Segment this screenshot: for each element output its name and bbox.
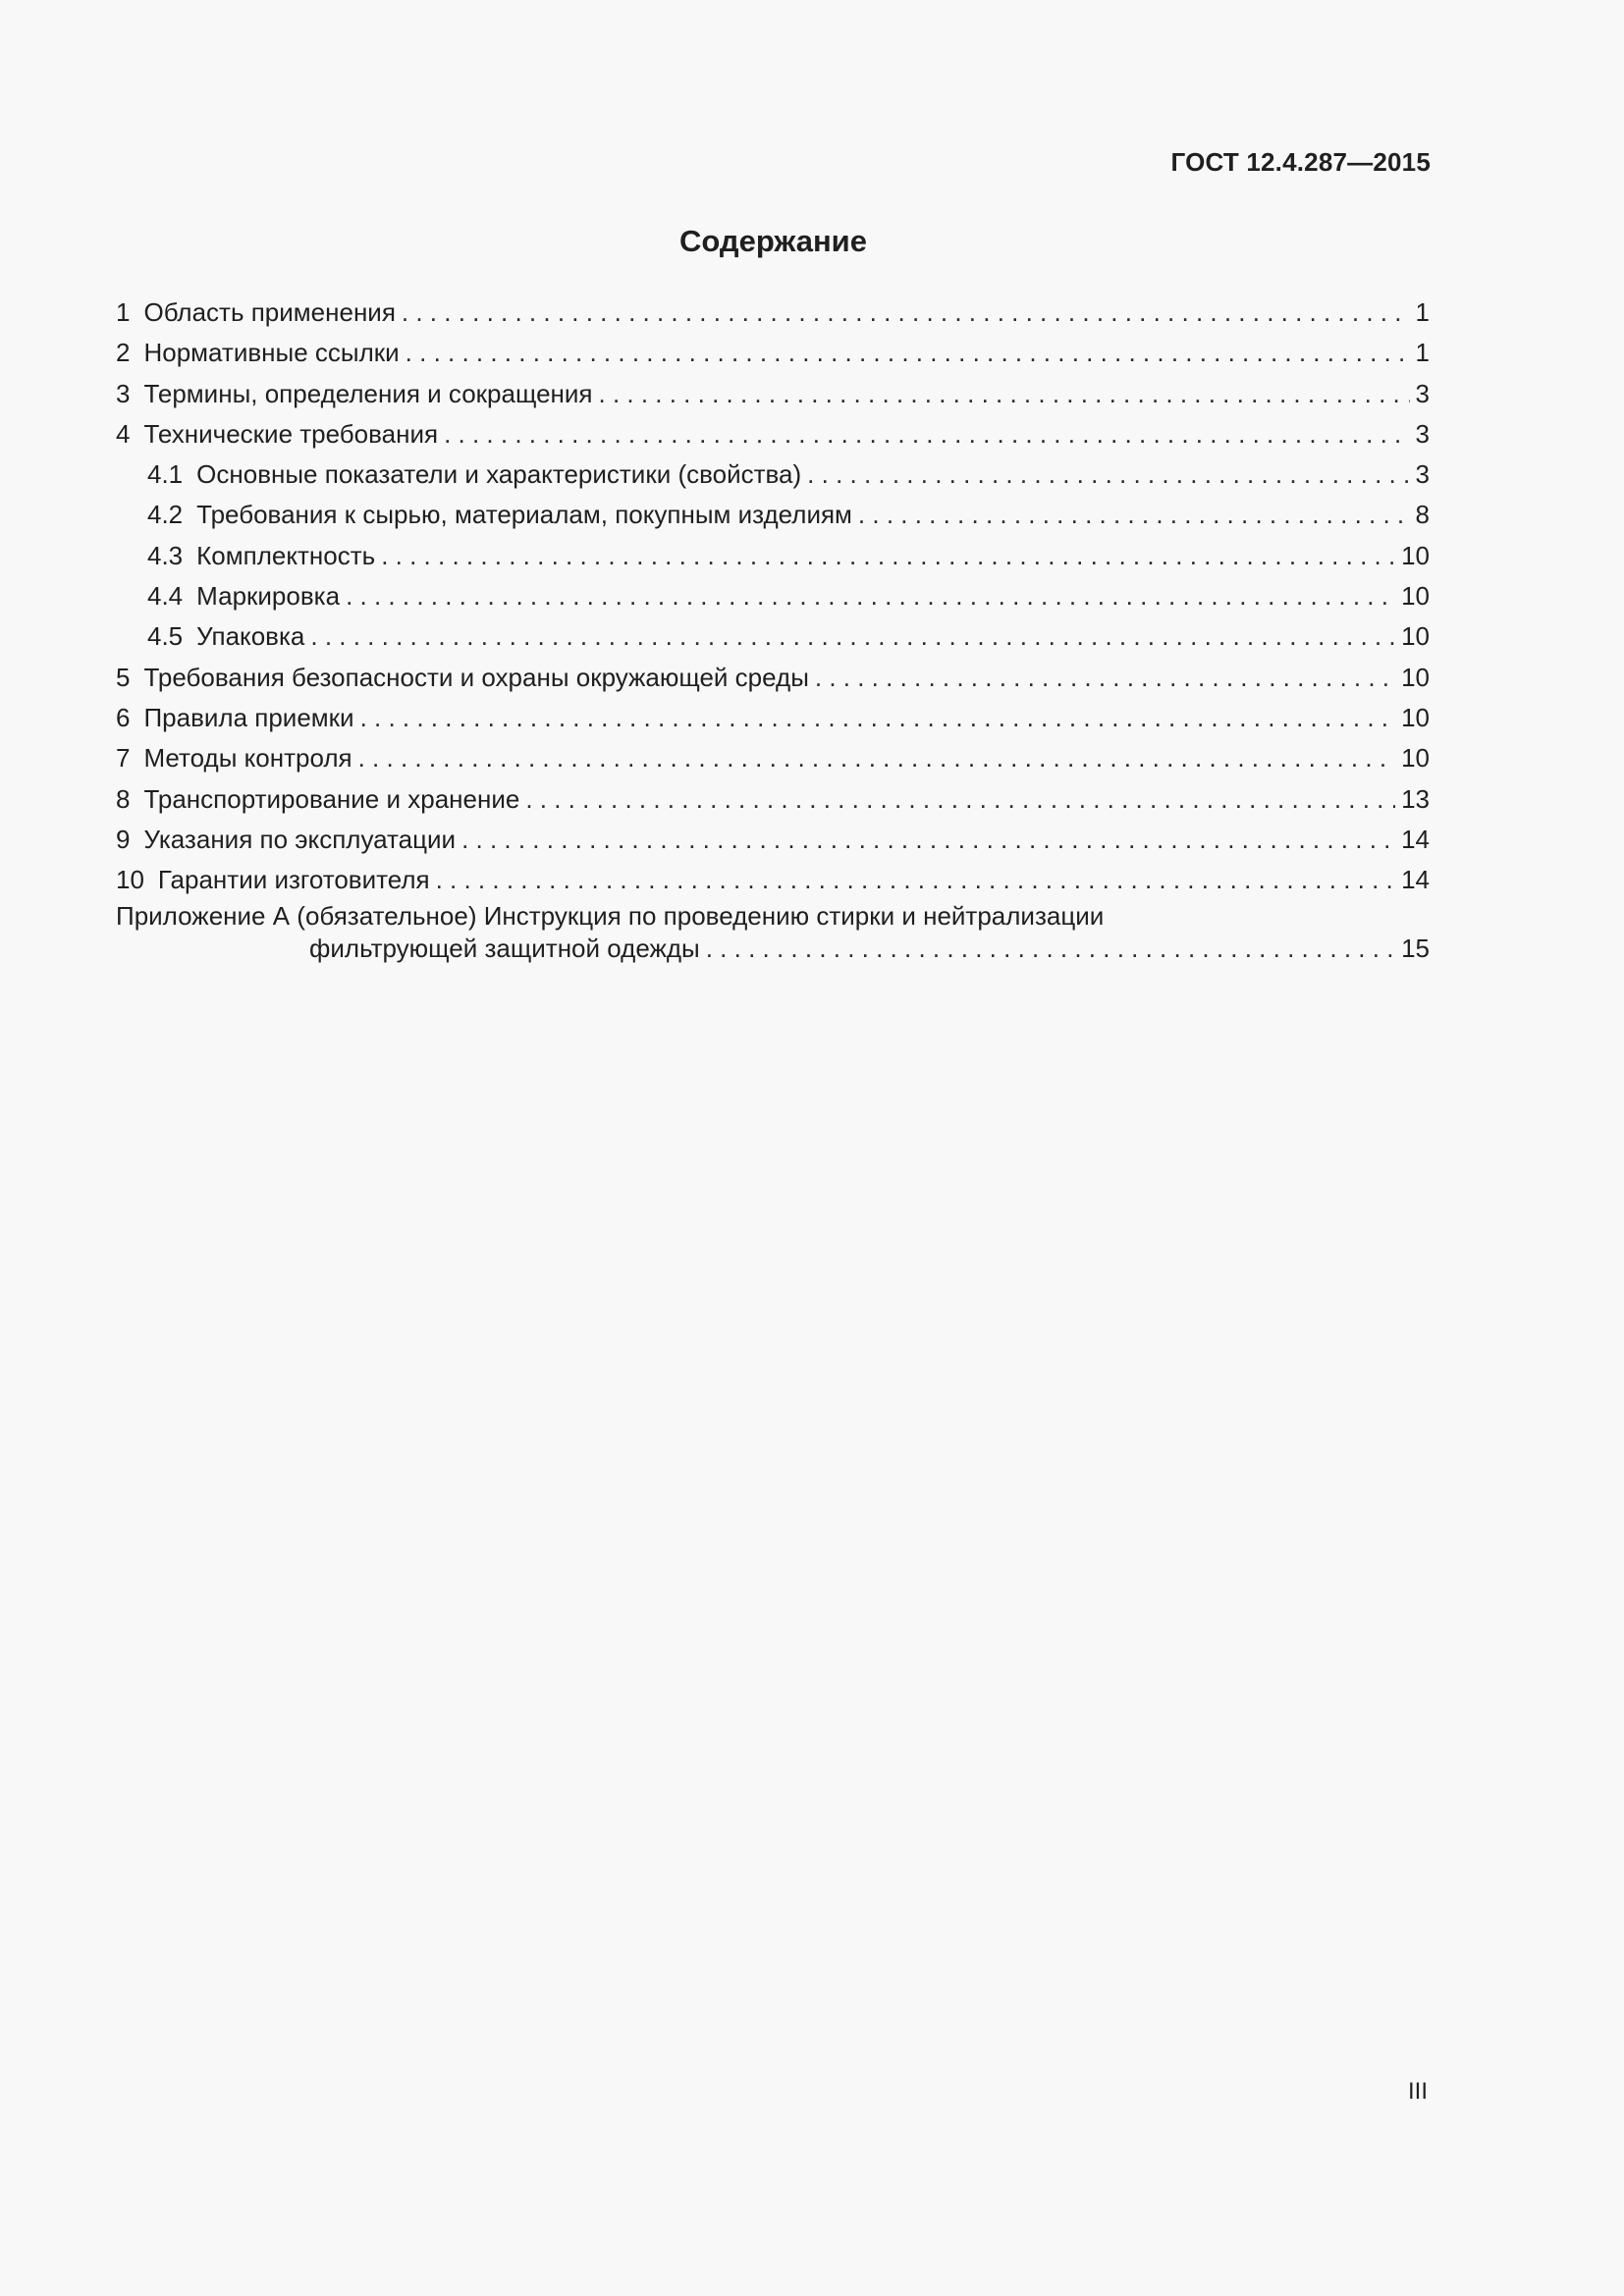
section-title: Гарантии изготовителя xyxy=(157,865,430,895)
dot-leader xyxy=(807,454,1409,495)
toc-entry[interactable] xyxy=(116,658,1430,698)
section-title: Требования к сырью, материалам, покупным изделиям xyxy=(196,500,852,530)
section-title: Указания по эксплуатации xyxy=(143,824,457,854)
dot-leader xyxy=(346,576,1395,616)
section-number: 4.5 xyxy=(147,621,184,652)
dot-leader xyxy=(461,820,1395,860)
toc-entry[interactable] xyxy=(116,414,1430,454)
section-page-number: 3 xyxy=(1415,459,1430,490)
section-page-number: 8 xyxy=(1415,500,1430,530)
section-title: Основные показатели и характеристики (свойства) xyxy=(196,459,802,490)
toc-entry[interactable] xyxy=(116,536,1430,576)
toc-entry-appendix-a[interactable] xyxy=(116,900,1430,965)
section-page-number: 13 xyxy=(1401,783,1430,814)
appendix-title-line2: фильтрующей защитной одежды xyxy=(309,934,700,964)
dot-leader xyxy=(402,293,1410,333)
section-page-number: 14 xyxy=(1401,865,1430,895)
section-number: 5 xyxy=(116,662,131,692)
section-number: 7 xyxy=(116,743,131,774)
section-number: 3 xyxy=(116,378,131,408)
section-title: Комплектность xyxy=(196,540,376,570)
section-page-number: 10 xyxy=(1401,621,1430,652)
section-page-number: 14 xyxy=(1401,824,1430,854)
appendix-page-number: 15 xyxy=(1401,934,1430,964)
section-title: Маркировка xyxy=(196,581,341,612)
toc-entry[interactable] xyxy=(116,820,1430,860)
dot-leader xyxy=(406,333,1410,373)
section-page-number: 3 xyxy=(1415,378,1430,408)
section-number: 4.4 xyxy=(147,581,184,612)
section-title: Термины, определения и сокращения xyxy=(143,378,593,408)
section-title: Требования безопасности и охраны окружающей среды xyxy=(143,662,809,692)
toc-entry[interactable] xyxy=(116,779,1430,820)
toc-entry[interactable] xyxy=(116,860,1430,900)
table-of-contents xyxy=(116,293,1430,965)
section-page-number: 10 xyxy=(1401,581,1430,612)
dot-leader xyxy=(360,698,1396,738)
section-number: 4 xyxy=(116,418,131,449)
toc-entry[interactable] xyxy=(116,495,1430,535)
section-number: 4.2 xyxy=(147,500,184,530)
section-number: 6 xyxy=(116,702,131,732)
dot-leader xyxy=(815,658,1395,698)
section-title: Технические требования xyxy=(143,418,439,449)
section-title: Транспортирование и хранение xyxy=(143,783,520,814)
dot-leader xyxy=(525,779,1395,820)
toc-entry[interactable] xyxy=(116,454,1430,495)
section-page-number: 10 xyxy=(1401,540,1430,570)
section-page-number: 10 xyxy=(1401,702,1430,732)
section-number: 4.3 xyxy=(147,540,184,570)
toc-entry[interactable] xyxy=(116,333,1430,373)
toc-entry[interactable] xyxy=(116,698,1430,738)
section-page-number: 1 xyxy=(1415,338,1430,368)
toc-entry[interactable] xyxy=(116,738,1430,778)
dot-leader xyxy=(358,738,1395,778)
section-number: 9 xyxy=(116,824,131,854)
dot-leader xyxy=(599,374,1410,414)
section-number: 1 xyxy=(116,297,131,327)
toc-entry[interactable] xyxy=(116,374,1430,414)
dot-leader xyxy=(706,932,1395,965)
section-page-number: 10 xyxy=(1401,662,1430,692)
dot-leader xyxy=(444,414,1409,454)
section-page-number: 3 xyxy=(1415,418,1430,449)
toc-entry[interactable] xyxy=(116,293,1430,333)
dot-leader xyxy=(381,536,1395,576)
section-title: Область применения xyxy=(143,297,396,327)
section-page-number: 1 xyxy=(1415,297,1430,327)
section-number: 8 xyxy=(116,783,131,814)
toc-entry[interactable] xyxy=(116,616,1430,657)
toc-title: Содержание xyxy=(679,224,867,258)
document-code: ГОСТ 12.4.287—2015 xyxy=(1170,147,1431,177)
section-title: Нормативные ссылки xyxy=(143,338,400,368)
toc-entry[interactable] xyxy=(116,576,1430,616)
dot-leader xyxy=(310,616,1395,657)
page-number: III xyxy=(1407,2078,1428,2105)
section-number: 10 xyxy=(116,865,144,895)
dot-leader xyxy=(436,860,1396,900)
appendix-title-line1: Приложение А (обязательное) Инструкция по проведению стирки и нейтрализации xyxy=(116,901,1105,932)
section-title: Методы контроля xyxy=(143,743,352,774)
dot-leader xyxy=(858,495,1410,535)
section-page-number: 10 xyxy=(1401,743,1430,774)
section-number: 2 xyxy=(116,338,131,368)
section-title: Упаковка xyxy=(196,621,305,652)
section-title: Правила приемки xyxy=(143,702,354,732)
section-number: 4.1 xyxy=(147,459,184,490)
